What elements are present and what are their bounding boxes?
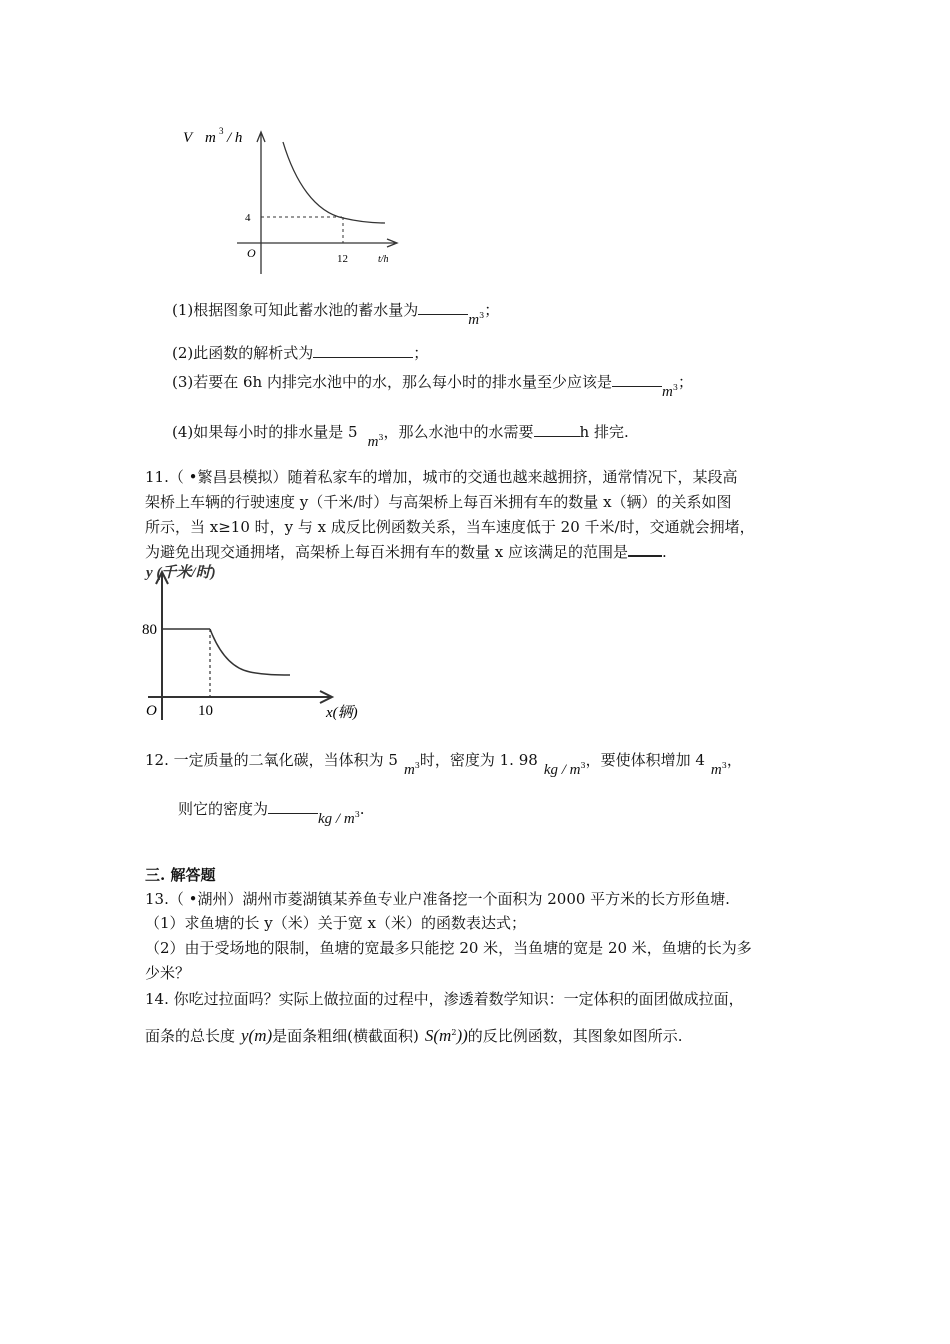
x-tick-12: 12 [337, 253, 348, 265]
answer-blank [628, 541, 662, 557]
y-label-h: / h [227, 130, 243, 146]
q11-line1: 11.（ •繁昌县模拟）随着私家车的增加，城市的交通也越来越拥挤，通常情况下，某段高 [145, 468, 738, 486]
origin-label: O [247, 246, 256, 260]
x-axis-label: x(辆) [326, 705, 358, 721]
y-label-exp: 3 [219, 126, 224, 136]
q11-line4: 为避免出现交通拥堵，高架桥上每百米拥有车的数量 x 应该满足的范围是 . [145, 543, 667, 561]
origin-label: O [146, 703, 157, 719]
y-label-m: m [205, 130, 216, 146]
answer-blank [534, 422, 580, 437]
q13-line2: （1）求鱼塘的长 y（米）关于宽 x（米）的函数表达式； [145, 914, 527, 932]
q11-line3: 所示，当 x≥10 时，y 与 x 成反比例函数关系，当车速度低于 20 千米/时，交通就会拥堵， [145, 518, 755, 536]
answer-blank [418, 300, 468, 315]
figure-traffic-graph [140, 560, 370, 725]
figure-drain-graph [175, 122, 405, 282]
x-label-t: t/h [378, 254, 389, 265]
y-axis-label: y (千米/时) [146, 565, 216, 581]
answer-blank [313, 343, 413, 358]
q13-line4: 少米？ [145, 964, 191, 982]
y-label-v: V [183, 130, 193, 146]
section-title: 三. 解答题 [145, 866, 216, 884]
q11-line2: 架桥上车辆的行驶速度 y（千米/时）与高架桥上每百米拥有车的数量 x（辆）的关系如图 [145, 493, 732, 511]
x-tick-10: 10 [198, 703, 213, 719]
y-tick-80: 80 [142, 622, 157, 638]
answer-blank [268, 799, 318, 814]
q13-line1: 13.（ •湖州）湖州市菱湖镇某养鱼专业户准备挖一个面积为 2000 平方米的长方形鱼塘. [145, 890, 730, 908]
y-tick-4: 4 [245, 212, 251, 224]
q10-part4: (4)如果每小时的排水量是 $5m^3$，那么水池中的水需要 h 排完. [172, 423, 629, 450]
q12-line2: 则它的密度为kg / $m^3$. [178, 800, 365, 827]
hyperbola-curve [283, 142, 385, 223]
q14-line2: 面条的总长度 y(m)是面条粗细(横截面积) $S(m^2)$)的反比例函数，其图象如图所示. [145, 1026, 683, 1045]
hyperbola-curve [210, 629, 290, 675]
q10-part1: (1)根据图象可知此蓄水池的蓄水量为$m^3$； [172, 301, 500, 328]
q10-part3: (3)若要在 6h 内排完水池中的水，那么每小时的排水量至少应该是$m^3$； [172, 373, 693, 400]
answer-blank [612, 372, 662, 387]
q13-line3: （2）由于受场地的限制，鱼塘的宽最多只能挖 20 米，当鱼塘的宽是 20 米，鱼塘的长为多 [145, 939, 752, 957]
q14-line1: 14. 你吃过拉面吗？实际上做拉面的过程中，渗透着数学知识：一定体积的面团做成拉面， [145, 990, 744, 1008]
q12-line1: 12. 一定质量的二氧化碳，当体积为 $5m^3$时，密度为 1. $98kg / m^3$，要使体积增加 $4m^3$， [145, 751, 742, 778]
q10-part2: (2)此函数的解析式为 ； [172, 344, 429, 362]
